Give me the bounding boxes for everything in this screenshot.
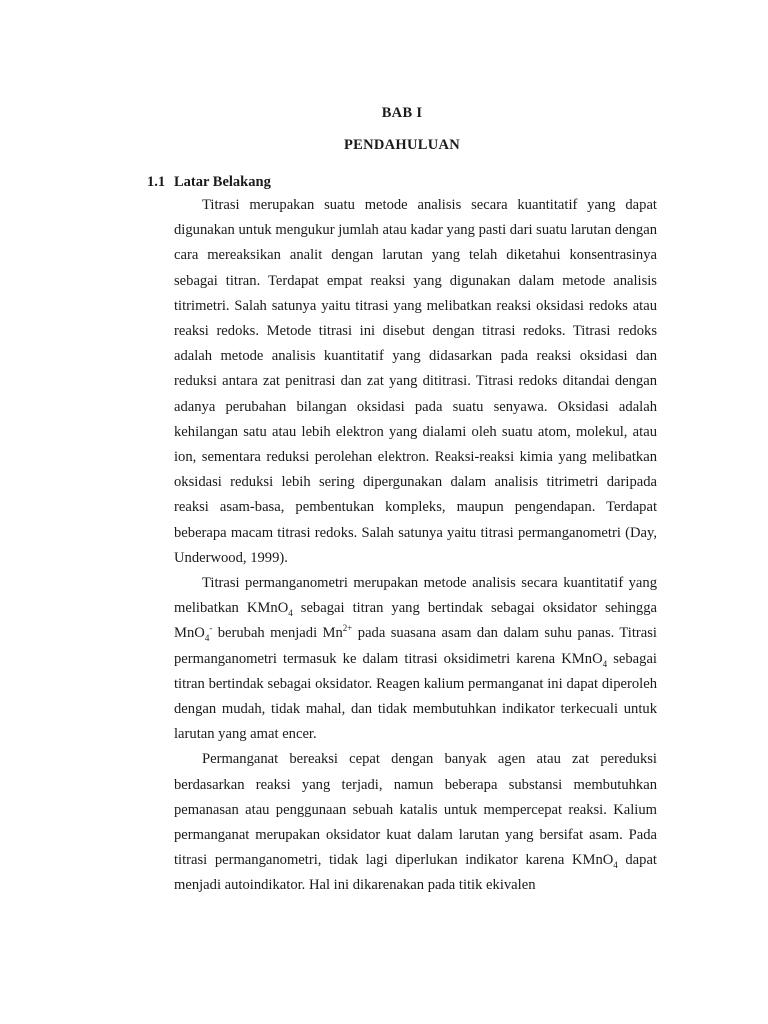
paragraph-2-text: pada suasana asam dan dalam suhu panas. Titrasi permanganometri termasuk ke dalam titrasi oksidimetri karena KMnO (174, 625, 657, 667)
chapter-title: PENDAHULUAN (343, 137, 461, 153)
paragraph-3-text: Permanganat bereaksi cepat dengan banyak agen atau zat pereduksi berdasarkan reaksi yang terjadi, namun beberapa substansi membutuhkan pemanasan atau penggunaan sebuah katalis untuk mempercepat reaksi. Kalium permanganat merupakan oksidator kuat dalam larutan yang bersifat asam. Pada titrasi permanganometri, tidak lagi diperlukan indikator karena KMnO (174, 751, 657, 869)
section-number: 1.1 (147, 174, 166, 190)
subscript: 4 (602, 658, 608, 669)
paragraph-2-text: berubah menjadi Mn (212, 625, 343, 642)
paragraph-2-text: sebagai titran bertindak sebagai oksidator. Reagen kalium permanganat ini dapat diperoleh dengan mudah, tidak mahal, dan tidak membutuhkan indikator terkecuali untuk larutan yang amat encer. (174, 650, 657, 743)
paragraph-1: Titrasi merupakan suatu metode analisis secara kuantitatif yang dapat digunakan untuk mengukur jumlah atau kadar yang pasti dari suatu larutan dengan cara mereaksikan analit dengan larutan yang telah diketahui konsentrasinya sebagai titran. Terdapat empat reaksi yang digunakan dalam metode analisis titrimetri. Salah satunya yaitu titrasi yang melibatkan reaksi oksidasi redoks atau reaksi redoks. Metode titrasi ini disebut dengan titrasi redoks. Titrasi redoks adalah metode analisis kuantitatif yang didasarkan pada reaksi oksidasi dan reduksi antara zat penitrasi dan zat yang dititrasi. Titrasi redoks ditandai dengan adanya perubahan bilangan oksidasi pada suatu senyawa. Oksidasi adalah kehilangan satu atau lebih elektron yang dialami oleh suatu atom, molekul, atau ion, sementara reduksi perolehan elektron. Reaksi-reaksi kimia yang melibatkan oksidasi reduksi lebih sering dipergunakan dalam analisis titrimetri daripada reaksi asam-basa, pembentukan kompleks, maupun pengendapan. Terdapat beberapa macam titrasi redoks. Salah satunya yaitu titrasi permanganometri (Day, Underwood, 1999). (174, 197, 657, 566)
subscript: 4 (613, 860, 618, 871)
section-heading (147, 174, 271, 191)
subscript: 4 (288, 608, 293, 619)
section-title: Latar Belakang (174, 174, 271, 190)
superscript: 2+ (342, 623, 353, 634)
superscript: - (209, 623, 213, 634)
subscript: 4 (204, 633, 210, 644)
paragraph-2-text: sebagai titran yang bertindak sebagai oksidator sehingga MnO (174, 600, 657, 642)
body-text (174, 193, 657, 899)
paragraph-3-text: dapat menjadi autoindikator. Hal ini dikarenakan pada titik ekivalen (174, 852, 657, 894)
paragraph-2 (174, 571, 657, 747)
chapter-number: BAB I (381, 105, 423, 121)
paragraph-3 (174, 747, 657, 898)
paragraph-2-text: Titrasi permanganometri merupakan metode analisis secara kuantitatif yang melibatkan KMnO (174, 575, 657, 617)
